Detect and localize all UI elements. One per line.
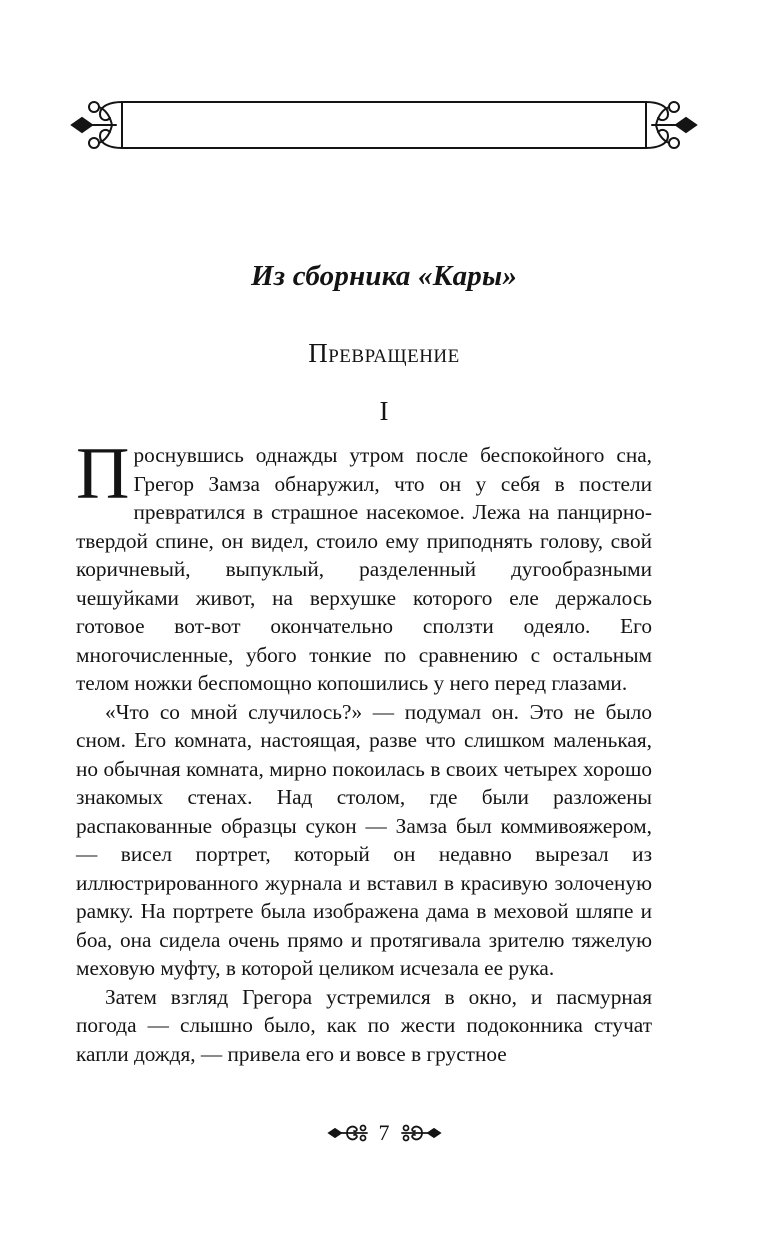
flourish-icon <box>327 1122 369 1144</box>
flourish-icon <box>400 1122 442 1144</box>
paragraph-text: «Что со мной случилось?» — подумал он. Это не было сном. Его комната, настоящая, разве что слишком маленькая, но обычная комната, мирно покоилась в своих четырех хорошо знакомых стенах. Над столом, где были разложены распакованные образцы сукон — Замза был коммивояжером, — висел портрет, который он недавно вырезал из иллюстрированного журнала и вставил в красивую золоченую рамку. На портрете была изображена дама в меховой шляпе и боа, она сидела очень прямо и протягивала зрителю тяжелую меховую муфту, в которой целиком исчезала ее рука. <box>76 699 652 980</box>
page-footer <box>0 1120 768 1146</box>
chapter-number: I <box>379 396 389 426</box>
paragraph <box>76 983 652 1069</box>
story-title: Превращение <box>308 338 460 368</box>
paragraph <box>76 433 652 698</box>
paragraph <box>76 698 652 983</box>
page-number: 7 <box>378 1120 390 1145</box>
paragraph-text: роснувшись однажды утром после беспокойного сна, Грегор Замза обнаружил, что он у себя в постели превратился в страшное насекомое. Лежа на панцирно-твердой спине, он видел, стоило ему приподнять голову, свой коричневый, выпуклый, разделенный дугообразными чешуйками живот, на верхушке которого еле держалось готовое вот-вот окончательно сползти одеяло. Его многочисленные, убого тонкие по сравнению с остальным телом ножки беспомощно копошились у него перед глазами. <box>76 443 652 695</box>
drop-cap: П <box>76 433 130 515</box>
paragraph-text: Затем взгляд Грегора устремился в окно, и пасмурная погода — слышно было, как по жести подоконника стучат капли дождя, — привела его и вовсе в грустное <box>76 984 652 1066</box>
collection-title: Из сборника «Кары» <box>250 260 518 292</box>
ornamental-frame-icon <box>70 96 698 154</box>
body-text <box>76 433 652 1068</box>
